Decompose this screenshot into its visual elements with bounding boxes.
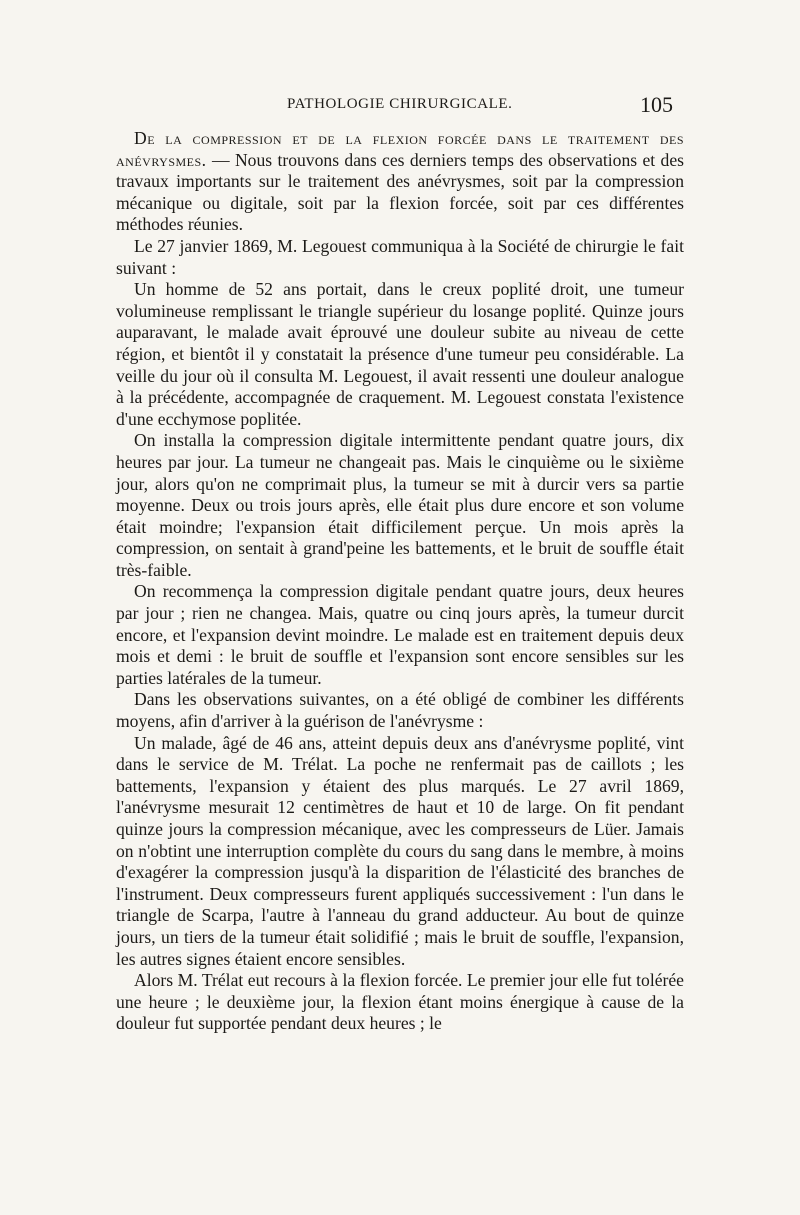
body-text (116, 128, 684, 1035)
running-title: PATHOLOGIE CHIRURGICALE. (287, 96, 513, 112)
section-heading: De la compression et de la flexion forcée dans le traitement des anévrysmes. (116, 128, 684, 170)
page-number: 105 (640, 92, 673, 117)
paragraph: Alors M. Trélat eut recours à la flexion forcée. Le premier jour elle fut tolérée une heure ; le deuxième jour, la flexion étant moins énergique à cause de la douleur fut supportée pendant deux heures ; le (116, 970, 684, 1034)
paragraph (116, 128, 684, 236)
page-header (0, 92, 800, 120)
paragraph: Le 27 janvier 1869, M. Legouest communiqua à la Société de chirurgie le fait suivant : (116, 235, 684, 278)
paragraph-text: — Nous trouvons dans ces derniers temps des observations et des travaux importants sur le traitement des anévrysmes, soit par la compression mécanique ou digitale, soit par la flexion forcée, soit par ces différentes méthodes réunies. (116, 149, 684, 235)
paragraph: Un malade, âgé de 46 ans, atteint depuis deux ans d'anévrysme poplité, vint dans le service de M. Trélat. La poche ne renfermait pas de caillots ; les battements, l'expansion y étaient des plus marqués. Le 27 avril 1869, l'anévrysme mesurait 12 centimètres de haut et 10 de large. On fit pendant quinze jours la compression mécanique, avec les compresseurs de Lüer. Jamais on n'obtint une interruption complète du cours du sang dans le membre, à moins d'exagérer la compression jusqu'à la disparition de l'élasticité des branches de l'instrument. Deux compresseurs furent appliqués successivement : l'un dans le triangle de Scarpa, l'autre à l'anneau du grand adducteur. Au bout de quinze jours, un tiers de la tumeur était solidifié ; mais le bruit de souffle, l'expansion, les autres signes étaient encore sensibles. (116, 732, 684, 969)
paragraph: On recommença la compression digitale pendant quatre jours, deux heures par jour ; rien ne changea. Mais, quatre ou cinq jours après, la tumeur durcit encore, et l'expansion devint moindre. Le malade est en traitement depuis deux mois et demi : le bruit de souffle et l'expansion sont encore sensibles sur les parties latérales de la tumeur. (116, 581, 684, 688)
paragraph: Un homme de 52 ans portait, dans le creux poplité droit, une tumeur volumineuse remplissant le triangle supérieur du losange poplité. Quinze jours auparavant, le malade avait éprouvé une douleur subite au niveau de cette région, et bientôt il y constatait la présence d'une tumeur peu considérable. La veille du jour où il consulta M. Legouest, il avait ressenti une douleur analogue à la précédente, accompagnée de craquement. M. Legouest constata l'existence d'une ecchymose poplitée. (116, 279, 684, 429)
paragraph: On installa la compression digitale intermittente pendant quatre jours, dix heures par jour. La tumeur ne changeait pas. Mais le cinquième ou le sixième jour, alors qu'on ne comprimait plus, la tumeur se mit à durcir vers sa partie moyenne. Deux ou trois jours après, elle était plus dure encore et son volume était moindre; l'expansion était difficilement perçue. Un mois après la compression, on sentait à grand'peine les battements, et le bruit de souffle était très-faible. (116, 430, 684, 580)
paragraph: Dans les observations suivantes, on a été obligé de combiner les différents moyens, afin d'arriver à la guérison de l'anévrysme : (116, 689, 684, 732)
